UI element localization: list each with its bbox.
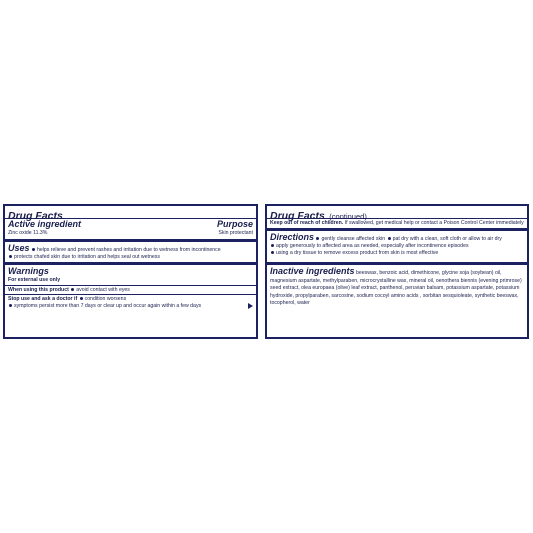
stop-use-label: Stop use and ask a doctor if [8,296,78,303]
when-using-item: avoid contact with eyes [76,286,130,293]
keep-out-label: Keep out of reach of children. [270,220,344,226]
uses-section [5,242,256,265]
divider [5,285,256,286]
bullet-icon [271,244,274,247]
uses-item: protects chafed skin due to irritation and helps seal out wetness [14,254,160,260]
drug-facts-title-row [5,206,256,222]
when-using-label: When using this product [8,286,69,293]
directions-item: gently cleanse affected skin [321,236,386,242]
drug-facts-continued-title-row [267,206,527,222]
bullet-icon [80,297,83,300]
bullet-icon [316,237,319,240]
uses-item: helps relieve and prevent rashes and irritation due to wetness from incontinence [36,247,221,253]
stop-use-item: condition worsens [84,296,127,303]
inactive-ingredients-text: beeswax, benzoic acid, dimethicone, glycine soja (soybean) oil, magnesium aspartate, methylparaben, microcrystalline wax, mineral oil, oenothera biennis (evening primrose) seed extract, olea europaea (olive) leaf extract, panthenol, peruvian balsam, potassium aspartate, potassium hydroxide, propylparaben, sarcosine, sodium cocoyl amino acids , sorbitan sesquioleate, synthetic beeswax, tocopherol, water [270,270,522,307]
drug-facts-title: Drug Facts [8,210,63,222]
bullet-icon [71,288,74,291]
keep-out-section [267,219,527,231]
inactive-ingredients-heading: Inactive ingredients [270,266,355,276]
directions-item: using a dry tissue to remove excess product from skin is most effective [276,249,439,256]
warnings-section [5,265,256,335]
bullet-icon [9,255,12,258]
directions-section [267,231,527,265]
bullet-icon [9,304,12,307]
drug-facts-panel-left [3,204,258,339]
active-ingredient-heading: Active ingredient [8,219,82,229]
inactive-ingredients-section [267,265,527,335]
bullet-icon [32,248,35,251]
active-ingredient-value: Zinc oxide 11.3% [8,230,48,236]
continued-label: (continued) [329,212,367,221]
keep-out-text: If swallowed, get medical help or contact a Poison Control Center immediately [344,220,524,226]
drug-facts-panel-right [265,204,529,339]
continue-arrow-icon [248,303,253,309]
active-ingredient-section [5,219,256,242]
stop-use-item: symptoms persist more than 7 days or clear up and occur again within a few days [14,302,202,309]
directions-item: pat dry with a clean, soft cloth or allow to air dry [392,236,502,242]
divider [5,294,256,295]
directions-heading: Directions [270,232,315,242]
bullet-icon [271,251,274,254]
warnings-heading: Warnings [8,266,49,276]
bullet-icon [388,237,391,240]
drug-facts-continued-title: Drug Facts [270,210,325,222]
purpose-heading: Purpose [216,219,253,229]
purpose-value: Skin protectant [218,230,253,236]
external-use-text: For external use only [8,277,61,283]
directions-item: apply generously to affected area as needed, especially after incontinence episodes [276,243,469,249]
uses-heading: Uses [8,243,30,253]
